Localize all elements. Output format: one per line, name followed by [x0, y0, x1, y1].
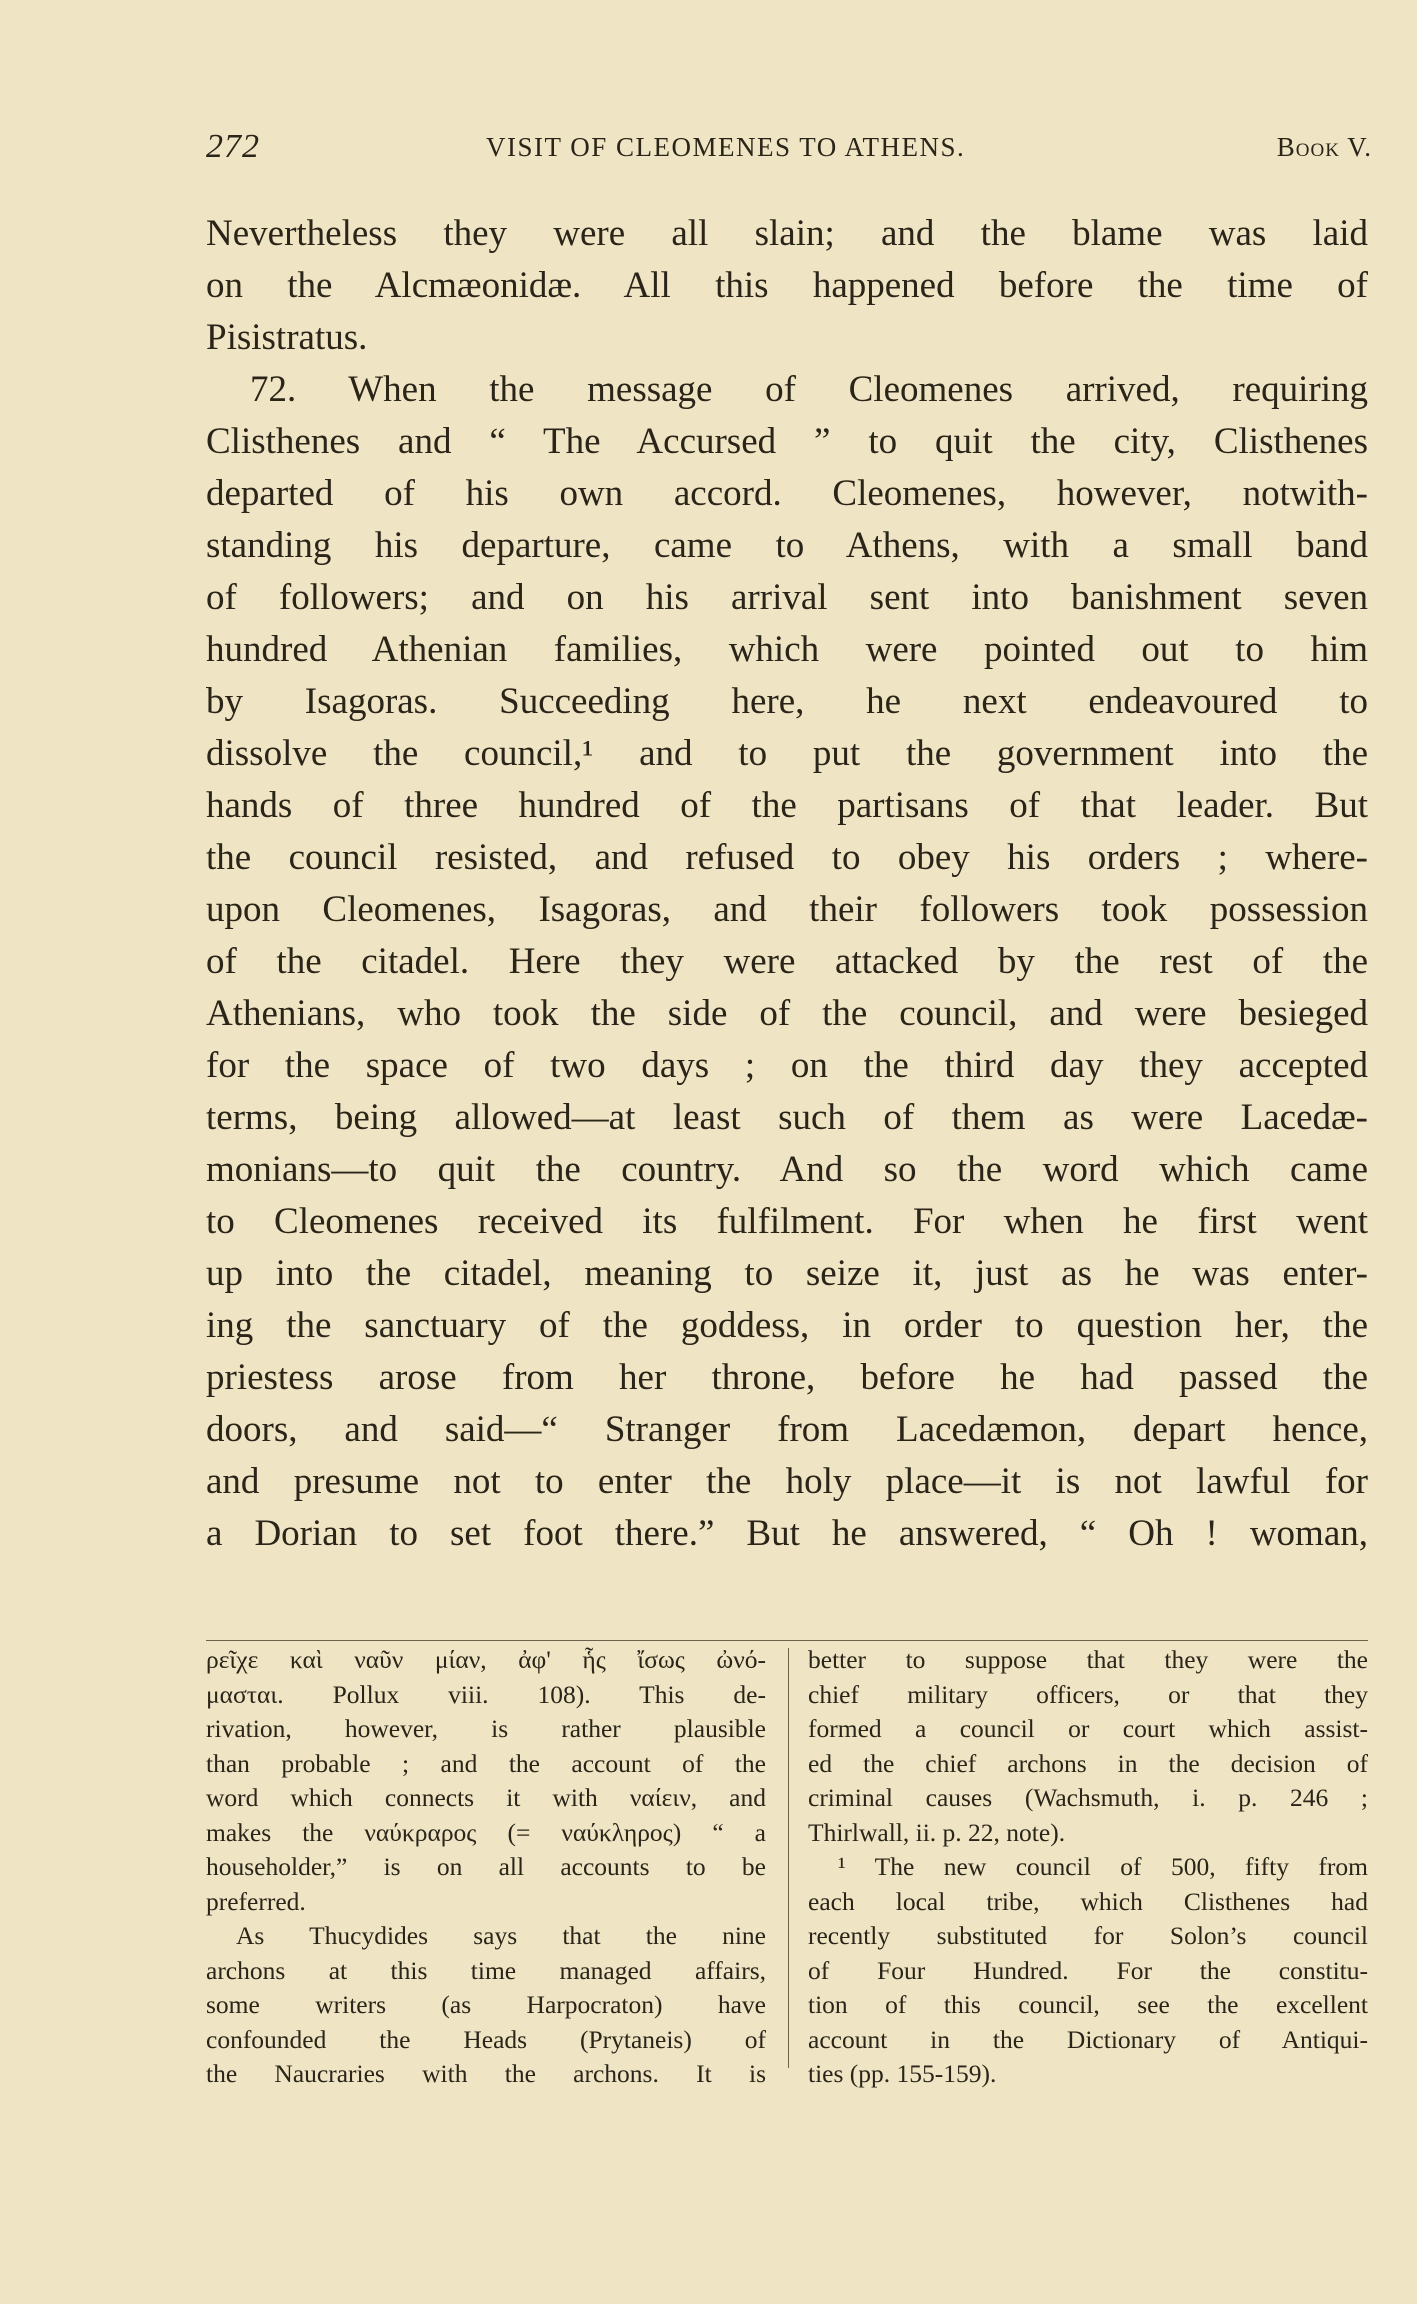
column-divider: [788, 1648, 789, 2068]
footnote-line: As Thucydides says that the nine: [236, 1921, 766, 1950]
text-line: on the Alcmæonidæ. All this happened before the time of: [206, 265, 1368, 306]
footnote-line: preferred.: [206, 1886, 306, 1916]
text-line: departed of his own accord. Cleomenes, however, notwith-: [206, 473, 1368, 514]
footnote-column-left: [206, 1643, 766, 2092]
text-line: standing his departure, came to Athens, with a small band: [206, 525, 1368, 566]
text-line: monians—to quit the country. And so the word which came: [206, 1149, 1368, 1190]
footnote-line: criminal causes (Wachsmuth, i. p. 246 ;: [808, 1783, 1368, 1812]
footnote-column-right: [808, 1643, 1368, 2092]
footnote-line: archons at this time managed affairs,: [206, 1955, 766, 1985]
footnote-line: Thirlwall, ii. p. 22, note).: [808, 1817, 1066, 1847]
footnote-line: the Naucraries with the archons. It is: [206, 2059, 766, 2088]
footnote-line: makes the ναύκραρος (= ναύκληρος) “ a: [206, 1817, 766, 1847]
footnote-line: word which connects it with ναίειν, and: [206, 1783, 766, 1812]
footnote-line: recently substituted for Solon’s council: [808, 1921, 1368, 1950]
book-label: Book V.: [1276, 132, 1372, 162]
text-line: of followers; and on his arrival sent into banishment seven: [206, 577, 1368, 618]
footnote-line: householder,” is on all accounts to be: [206, 1852, 766, 1881]
text-line: upon Cleomenes, Isagoras, and their followers took possession: [206, 889, 1368, 930]
text-line: up into the citadel, meaning to seize it, just as he was enter-: [206, 1253, 1368, 1294]
footnote-line: chief military officers, or that they: [808, 1679, 1368, 1709]
footnote-rule: [206, 1640, 1368, 1641]
text-line: Nevertheless they were all slain; and the blame was laid: [206, 213, 1368, 254]
text-line: priestess arose from her throne, before he had passed the: [206, 1357, 1368, 1398]
footnote-line: than probable ; and the account of the: [206, 1748, 766, 1778]
text-line: Pisistratus.: [206, 317, 368, 358]
text-line: and presume not to enter the holy place—it is not lawful for: [206, 1461, 1368, 1502]
text-line: doors, and said—“ Stranger from Lacedæmon, depart hence,: [206, 1409, 1368, 1450]
section-72-start: 72. When the message of Cleomenes arrived, requiring: [250, 369, 1368, 410]
footnote-line: formed a council or court which assist-: [808, 1714, 1368, 1743]
text-line: for the space of two days ; on the third day they accepted: [206, 1045, 1368, 1086]
footnote-line: confounded the Heads (Prytaneis) of: [206, 2024, 766, 2054]
text-line: terms, being allowed—at least such of them as were Lacedæ-: [206, 1097, 1368, 1138]
text-line: to Cleomenes received its fulfilment. For when he first went: [206, 1201, 1368, 1242]
footnote-line: rivation, however, is rather plausible: [206, 1714, 766, 1743]
page-number: 272: [206, 128, 260, 165]
text-line: a Dorian to set foot there.” But he answered, “ Oh ! woman,: [206, 1513, 1368, 1554]
footnote-line: μασται. Pollux viii. 108). This de-: [206, 1679, 766, 1709]
footnote-line: account in the Dictionary of Antiqui-: [808, 2024, 1368, 2054]
footnote-line: each local tribe, which Clisthenes had: [808, 1886, 1368, 1916]
main-text: [206, 208, 1368, 1578]
text-line: hundred Athenian families, which were pointed out to him: [206, 629, 1368, 670]
text-line: dissolve the council,¹ and to put the government into the: [206, 733, 1368, 774]
footnote-line: ρεῖχε καὶ ναῦν μίαν, ἀφ' ἧς ἴσως ὠνό-: [206, 1645, 766, 1674]
text-line: Clisthenes and “ The Accursed ” to quit the city, Clisthenes: [206, 421, 1368, 462]
footnote-line: of Four Hundred. For the constitu-: [808, 1955, 1368, 1985]
footnote-line: better to suppose that they were the: [808, 1645, 1368, 1674]
footnote-line: some writers (as Harpocraton) have: [206, 1990, 766, 2019]
footnote-line: tion of this council, see the excellent: [808, 1990, 1368, 2019]
running-title: VISIT OF CLEOMENES TO ATHENS.: [486, 132, 966, 162]
text-line: the council resisted, and refused to obey his orders ; where-: [206, 837, 1368, 878]
text-line: hands of three hundred of the partisans of that leader. But: [206, 785, 1368, 826]
text-line: by Isagoras. Succeeding here, he next endeavoured to: [206, 681, 1368, 722]
running-header: [206, 128, 1372, 168]
footnote-line: ed the chief archons in the decision of: [808, 1748, 1368, 1778]
text-line: ing the sanctuary of the goddess, in order to question her, the: [206, 1305, 1368, 1346]
footnote-line: ties (pp. 155-159).: [808, 2059, 997, 2088]
text-line: Athenians, who took the side of the council, and were besieged: [206, 993, 1368, 1034]
footnote-1: ¹ The new council of 500, fifty from: [838, 1852, 1368, 1881]
text-line: of the citadel. Here they were attacked by the rest of the: [206, 941, 1368, 982]
